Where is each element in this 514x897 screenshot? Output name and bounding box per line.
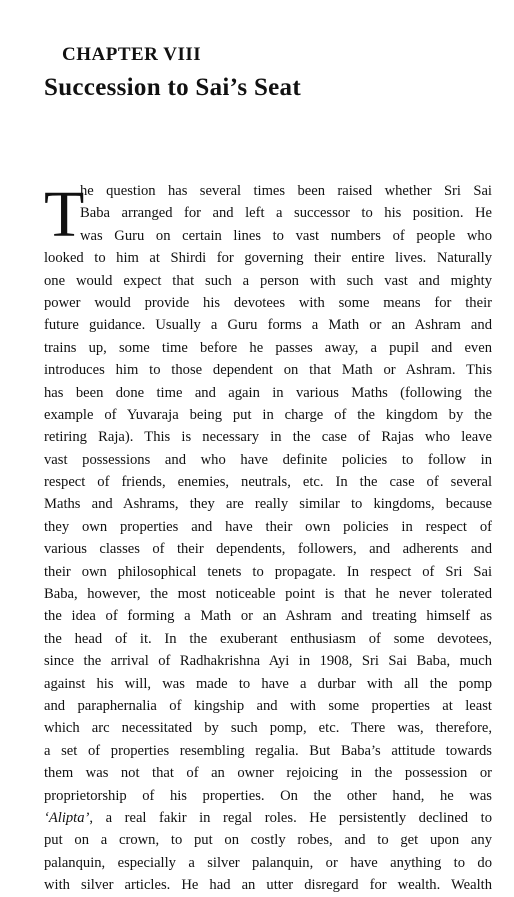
text-line: has been done time and again in various Maths (following the xyxy=(44,384,492,401)
text-line: their own philosophical tenets to propagate. In respect of Sri Sai xyxy=(44,563,492,580)
text-line: Maths and Ashrams, they are really similar to kingdoms, because xyxy=(44,496,492,513)
body-text xyxy=(44,180,492,897)
text-line: they own properties and have their own policies in respect of xyxy=(44,518,492,535)
text-line: them was not that of an owner rejoicing in the possession or xyxy=(44,765,492,782)
text-line: the idea of forming a Math or an Ashram and treating himself as xyxy=(44,608,492,625)
text-line: future guidance. Usually a Guru forms a Math or an Ashram and xyxy=(44,317,492,334)
text-line: a set of properties resembling regalia. But Baba’s attitude towards xyxy=(44,742,492,759)
text-line: against his will, was made to have a durbar with all the pomp xyxy=(44,675,492,692)
text-line xyxy=(44,807,492,829)
text-line: the head of it. In the exuberant enthusiasm of some devotees, xyxy=(44,630,492,647)
text-line: with silver articles. He had an utter disregard for wealth. Wealth xyxy=(44,877,492,894)
chapter-title: Succession to Sai’s Seat xyxy=(44,74,301,101)
text-line: power would provide his devotees with some means for their xyxy=(44,294,492,311)
text-line: was Guru on certain lines to vast numbers of people who xyxy=(80,227,492,244)
text-line: looked to him at Shirdi for governing their entire lives. Naturally xyxy=(44,250,492,267)
text-line: one would expect that such a person with such vast and mighty xyxy=(44,272,492,289)
chapter-label: CHAPTER VIII xyxy=(62,44,202,65)
text-line: retiring Raja). This is necessary in the case of Rajas who leave xyxy=(44,429,492,446)
text-line: palanquin, especially a silver palanquin, or have anything to do xyxy=(44,854,492,871)
text-line: since the arrival of Radhakrishna Ayi in 1908, Sri Sai Baba, much xyxy=(44,653,492,670)
text-line: he question has several times been raised whether Sri Sai xyxy=(80,183,492,199)
text-span: , a real fakir in regal roles. He persistently declined to xyxy=(89,809,492,826)
italic-term: ‘Alipta’ xyxy=(44,809,90,826)
text-line: and paraphernalia of kingship and with some properties at least xyxy=(44,697,492,714)
text-line: respect of friends, enemies, neutrals, etc. In the case of several xyxy=(44,474,492,491)
text-line: introduces him to those dependent on that Math or Ashram. This xyxy=(44,362,492,379)
text-line: put on a crown, to put on costly robes, and to get upon any xyxy=(44,832,492,849)
text-line: various classes of their dependents, followers, and adherents and xyxy=(44,541,492,558)
text-line: trains up, some time before he passes away, a pupil and even xyxy=(44,339,492,356)
text-line: vast possessions and who have definite policies to follow in xyxy=(44,451,492,468)
text-line: Baba, however, the most noticeable point is that he never tolerated xyxy=(44,586,492,603)
drop-cap: T xyxy=(44,178,85,251)
text-line: proprietorship of his properties. On the other hand, he was xyxy=(44,787,492,804)
text-line: which arc necessitated by such pomp, etc. There was, therefore, xyxy=(44,720,492,737)
text-line: example of Yuvaraja being put in charge of the kingdom by the xyxy=(44,406,492,423)
text-line: Baba arranged for and left a successor to his position. He xyxy=(80,205,492,222)
